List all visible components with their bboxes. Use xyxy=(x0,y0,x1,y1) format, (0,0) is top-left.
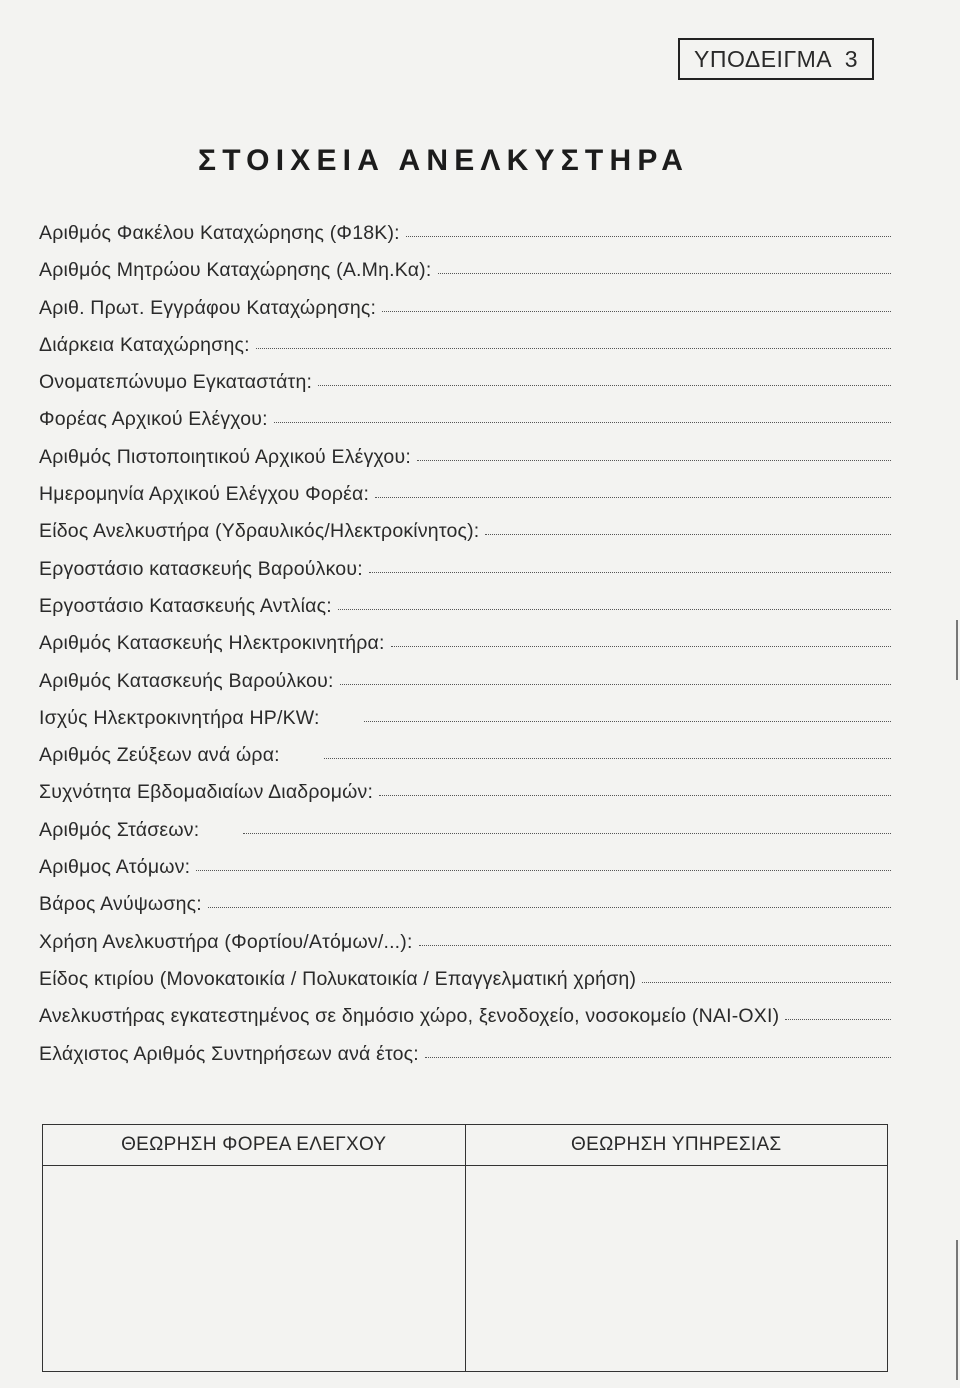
field-label: Αριθμός Πιστοποιητικού Αρχικού Ελέγχου: xyxy=(39,445,411,468)
badge-number: 3 xyxy=(844,46,858,72)
field-label: Αριθμός Κατασκευής Βαρούλκου: xyxy=(39,669,334,692)
field-registration-duration xyxy=(39,334,891,371)
fill-in-line[interactable] xyxy=(379,794,891,796)
fill-in-line[interactable] xyxy=(382,310,891,312)
field-label: Διάρκεια Καταχώρησης: xyxy=(39,333,250,356)
field-lift-type xyxy=(39,520,891,557)
field-lift-weight xyxy=(39,893,891,930)
service-review-header: ΘΕΩΡΗΣΗ ΥΠΗΡΕΣΙΑΣ xyxy=(465,1125,888,1166)
fill-in-line[interactable] xyxy=(340,683,891,685)
fill-in-line[interactable] xyxy=(324,757,891,759)
field-inspection-date xyxy=(39,483,891,520)
scan-edge-mark xyxy=(956,620,958,680)
fill-in-line[interactable] xyxy=(274,421,891,423)
field-label: Αριθμός Φακέλου Καταχώρησης (Φ18Κ): xyxy=(39,222,400,244)
field-label: Αριθμος Ατόμων: xyxy=(39,856,191,879)
fill-in-line[interactable] xyxy=(425,1056,891,1058)
field-weekly-trips xyxy=(39,781,891,818)
field-installer-name xyxy=(39,371,891,408)
field-building-type xyxy=(39,968,891,1005)
field-motor-power xyxy=(39,707,891,744)
template-number-badge xyxy=(678,38,874,80)
fill-in-line[interactable] xyxy=(417,459,891,461)
inspection-body-review-box[interactable] xyxy=(43,1166,466,1372)
field-label: Ημερομηνία Αρχικού Ελέγχου Φορέα: xyxy=(39,483,370,506)
field-label: Ονοματεπώνυμο Εγκαταστάτη: xyxy=(39,371,313,394)
table-header-row xyxy=(43,1125,888,1166)
field-certificate-number xyxy=(39,446,891,483)
field-motor-serial xyxy=(39,632,891,669)
field-label: Βάρος Ανύψωσης: xyxy=(39,893,202,916)
field-label: Αριθμός Ζεύξεων ανά ώρα: xyxy=(39,744,280,767)
field-inspection-body xyxy=(39,408,891,445)
field-pump-factory xyxy=(39,595,891,632)
field-registry-number xyxy=(39,259,891,296)
fill-in-line[interactable] xyxy=(364,720,891,722)
fill-in-line[interactable] xyxy=(391,645,891,647)
field-lift-use xyxy=(39,931,891,968)
field-starts-per-hour xyxy=(39,744,891,781)
field-label: Αριθ. Πρωτ. Εγγράφου Καταχώρησης: xyxy=(39,296,377,319)
field-file-number xyxy=(39,222,891,259)
fill-in-line[interactable] xyxy=(338,608,891,610)
field-winch-serial xyxy=(39,670,891,707)
field-label: Εργοστάσιο Κατασκευής Αντλίας: xyxy=(39,594,332,617)
fill-in-line[interactable] xyxy=(318,384,891,386)
fill-in-line[interactable] xyxy=(208,906,891,908)
field-label: Ανελκυστήρας εγκατεστημένος σε δημόσιο χώρο, ξενοδοχείο, νοσοκομείο (ΝΑΙ-ΟΧΙ) xyxy=(39,1005,780,1028)
fill-in-line[interactable] xyxy=(369,571,891,573)
field-label: Συχνότητα Εβδομαδιαίων Διαδρομών: xyxy=(39,781,374,804)
field-label: Αριθμός Στάσεων: xyxy=(39,818,200,841)
fill-in-line[interactable] xyxy=(785,1018,891,1020)
fill-in-line[interactable] xyxy=(406,235,891,237)
fill-in-line[interactable] xyxy=(419,944,891,946)
fill-in-line[interactable] xyxy=(375,496,891,498)
fill-in-line[interactable] xyxy=(196,869,891,871)
page-title: ΣΤΟΙΧΕΙΑ ΑΝΕΛΚΥΣΤΗΡΑ xyxy=(198,144,690,177)
field-label: Είδος Ανελκυστήρα (Υδραυλικός/Ηλεκτροκίνητος): xyxy=(39,520,480,543)
inspection-body-review-header: ΘΕΩΡΗΣΗ ΦΟΡΕΑ ΕΛΕΓΧΟΥ xyxy=(43,1125,466,1166)
field-public-place xyxy=(39,1005,891,1042)
fill-in-line[interactable] xyxy=(243,832,891,834)
badge-label: ΥΠΟΔΕΙΓΜΑ xyxy=(694,46,833,72)
field-label: Είδος κτιρίου (Μονοκατοικία / Πολυκατοικία / Επαγγελματική χρήση) xyxy=(39,967,637,990)
field-label: Αριθμός Μητρώου Καταχώρησης (Α.Μη.Κα): xyxy=(39,259,432,282)
field-label: Φορέας Αρχικού Ελέγχου: xyxy=(39,408,268,431)
field-stops xyxy=(39,819,891,856)
field-protocol-number xyxy=(39,297,891,334)
review-table xyxy=(42,1124,888,1372)
field-min-maintenance xyxy=(39,1043,891,1080)
field-label: Εργοστάσιο κατασκευής Βαρούλκου: xyxy=(39,557,363,580)
fill-in-line[interactable] xyxy=(256,347,891,349)
field-winch-factory xyxy=(39,558,891,595)
fill-in-line[interactable] xyxy=(642,981,891,983)
field-persons xyxy=(39,856,891,893)
fill-in-line[interactable] xyxy=(485,533,891,535)
scan-edge-mark xyxy=(956,1240,958,1380)
service-review-box[interactable] xyxy=(465,1166,888,1372)
fill-in-line[interactable] xyxy=(438,272,892,274)
field-label: Ισχύς Ηλεκτροκινητήρα HP/KW: xyxy=(39,706,320,729)
field-list xyxy=(39,222,891,1080)
field-label: Χρήση Ανελκυστήρα (Φορτίου/Ατόμων/...): xyxy=(39,930,413,953)
table-row xyxy=(43,1166,888,1372)
field-label: Ελάχιστος Αριθμός Συντηρήσεων ανά έτος: xyxy=(39,1042,419,1065)
field-label: Αριθμός Κατασκευής Ηλεκτροκινητήρα: xyxy=(39,632,385,655)
